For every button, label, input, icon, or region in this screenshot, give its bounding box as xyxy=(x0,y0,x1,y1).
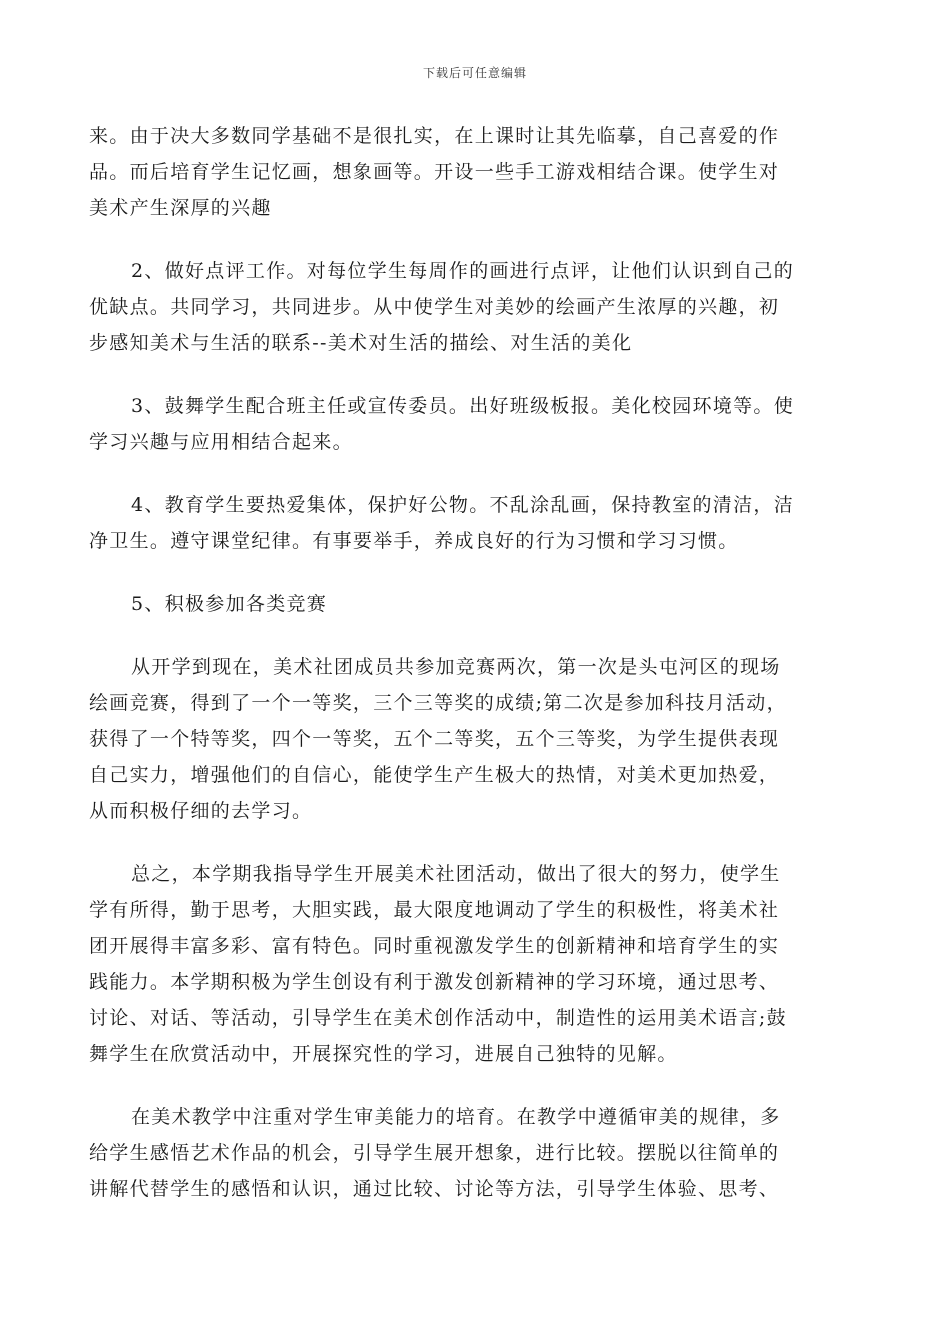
document-body xyxy=(89,118,864,1234)
paragraph-item-3 xyxy=(89,388,864,460)
paragraph-competitions xyxy=(89,649,864,829)
text-line: 团开展得丰富多彩、富有特色。同时重视激发学生的创新精神和培育学生的实 xyxy=(89,935,780,957)
text-line: 获得了一个特等奖，四个一等奖，五个二等奖，五个三等奖，为学生提供表现 xyxy=(89,728,780,750)
text-line: 绘画竞赛，得到了一个一等奖，三个三等奖的成绩;第二次是参加科技月活动， xyxy=(89,692,787,714)
paragraph-aesthetics xyxy=(89,1099,864,1207)
text-line: 给学生感悟艺术作品的机会，引导学生展开想象，进行比较。摆脱以往简单的 xyxy=(89,1142,780,1164)
text-line: 来。由于决大多数同学基础不是很扎实，在上课时让其先临摹，自己喜爱的作 xyxy=(89,125,780,147)
text-line: 讨论、对话、等活动，引导学生在美术创作活动中，制造性的运用美术语言;鼓 xyxy=(89,1007,787,1029)
text-line: 4、教育学生要热爱集体，保护好公物。不乱涂乱画，保持教室的清洁，洁 xyxy=(131,494,794,516)
text-line: 3、鼓舞学生配合班主任或宣传委员。出好班级板报。美化校园环境等。使 xyxy=(131,395,794,417)
paragraph-item-4 xyxy=(89,487,864,559)
text-line: 学有所得，勤于思考，大胆实践，最大限度地调动了学生的积极性，将美术社 xyxy=(89,899,780,921)
text-line: 2、做好点评工作。对每位学生每周作的画进行点评，让他们认识到自己的 xyxy=(131,260,794,282)
text-line: 品。而后培育学生记忆画，想象画等。开设一些手工游戏相结合课。使学生对 xyxy=(89,161,780,183)
page-header: 下载后可任意编辑 xyxy=(422,66,527,80)
text-line: 净卫生。遵守课堂纪律。有事要举手，养成良好的行为习惯和学习习惯。 xyxy=(89,530,739,552)
text-line: 自己实力，增强他们的自信心，能使学生产生极大的热情，对美术更加热爱， xyxy=(89,764,780,786)
paragraph-continuation xyxy=(89,118,864,226)
text-line: 从而积极仔细的去学习。 xyxy=(89,800,313,822)
paragraph-item-5 xyxy=(89,586,864,622)
text-line: 讲解代替学生的感悟和认识，通过比较、讨论等方法，引导学生体验、思考、 xyxy=(89,1178,780,1200)
text-line: 在美术教学中注重对学生审美能力的培育。在教学中遵循审美的规律，多 xyxy=(131,1106,781,1128)
text-line: 步感知美术与生活的联系--美术对生活的描绘、对生活的美化 xyxy=(89,332,633,354)
text-line: 从开学到现在，美术社团成员共参加竞赛两次，第一次是头屯河区的现场 xyxy=(131,656,781,678)
paragraph-item-2 xyxy=(89,253,864,361)
text-line: 舞学生在欣赏活动中，开展探究性的学习，进展自己独特的见解。 xyxy=(89,1043,678,1065)
text-line: 5、积极参加各类竞赛 xyxy=(131,593,328,615)
paragraph-summary xyxy=(89,856,864,1072)
text-line: 总之，本学期我指导学生开展美术社团活动，做出了很大的努力，使学生 xyxy=(131,863,781,885)
text-line: 学习兴趣与应用相结合起来。 xyxy=(89,431,353,453)
text-line: 践能力。本学期积极为学生创设有利于激发创新精神的学习环境，通过思考、 xyxy=(89,971,780,993)
text-line: 美术产生深厚的兴趣 xyxy=(89,197,272,219)
text-line: 优缺点。共同学习，共同进步。从中使学生对美妙的绘画产生浓厚的兴趣，初 xyxy=(89,296,780,318)
